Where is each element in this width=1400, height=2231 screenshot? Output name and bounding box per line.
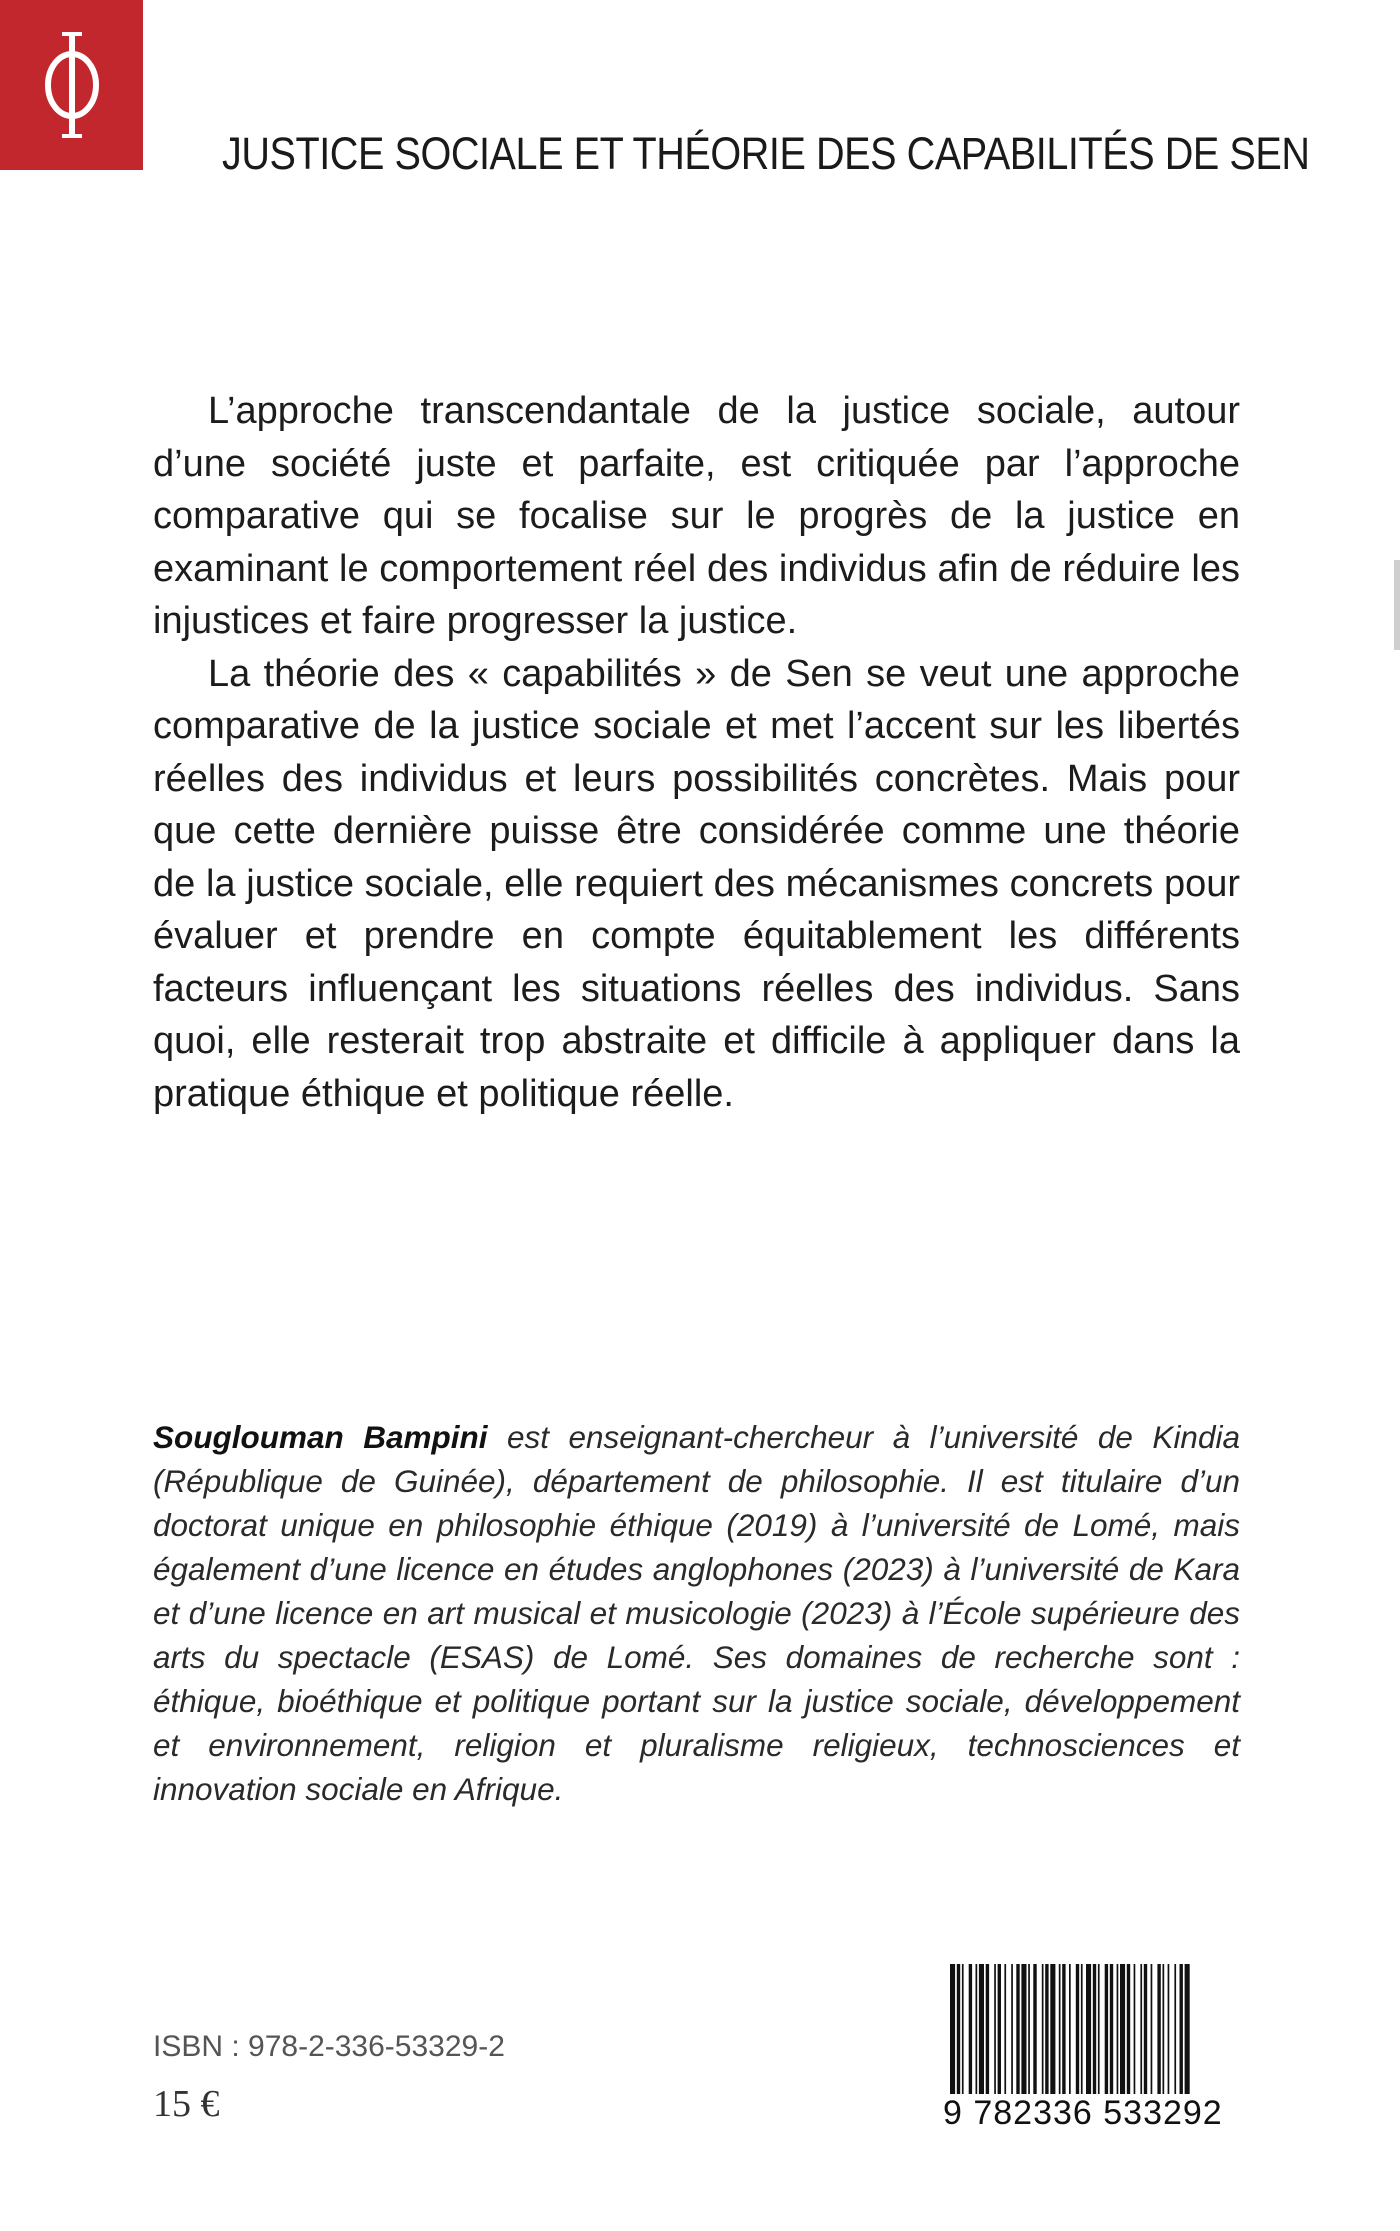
isbn: ISBN : 978-2-336-53329-2 bbox=[153, 2030, 505, 2063]
barcode-bar bbox=[1093, 1964, 1096, 2094]
barcode-bar bbox=[1050, 1964, 1055, 2094]
summary-paragraph: L’approche transcendantale de la justice sociale, autour d’une société juste et parfaite, est critiquée par l’approche comparative qui se focalise sur le progrès de la justice en examinant le comportement réel des individus afin de réduire les injustices et faire progresser la justice. bbox=[153, 390, 1240, 642]
barcode-bar bbox=[1134, 1964, 1136, 2094]
barcode-bar bbox=[950, 1964, 955, 2094]
author-bio-paragraph bbox=[153, 1415, 1240, 1811]
barcode-bar bbox=[1168, 1964, 1170, 2094]
barcode-bar bbox=[1163, 1964, 1165, 2094]
barcode-bar bbox=[1045, 1964, 1048, 2094]
barcode-bar bbox=[998, 1964, 1001, 2094]
barcode-bar bbox=[1098, 1964, 1100, 2094]
barcode-bar bbox=[969, 1964, 972, 2094]
barcode-bar bbox=[1033, 1964, 1036, 2094]
barcode-bar bbox=[1127, 1964, 1130, 2094]
barcode-bar bbox=[1180, 1964, 1183, 2094]
summary-text bbox=[153, 385, 1240, 1120]
author-bio-text: est enseignant-chercheur à l’université de Kindia (République de Guinée), département de philosophie. Il est titulaire d’un doctorat unique en philosophie éthique (2019) à l’université de Lomé, mais également d’une licence en études anglophones (2023) à l’université de Kara et d’une licence en art musical et musicologie (2023) à l’École supérieure des arts du spectacle (ESAS) de Lomé. Ses domaines de recherche sont : éthique, bioéthique et politique portant sur la justice sociale, développement et environnement, religion et pluralisme religieux, technosciences et innovation sociale en Afrique. bbox=[153, 1419, 1240, 1807]
barcode-bar bbox=[1076, 1964, 1079, 2094]
summary-paragraph: La théorie des « capabilités » de Sen se veut une approche comparative de la justice sociale et met l’accent sur les libertés réelles des individus et leurs possibilités concrètes. Mais pour que cette dernière puisse être considérée comme une théorie de la justice sociale, elle requiert des mécanismes concrets pour évaluer et prendre en compte équitablement les différents facteurs influençant les situations réelles des individus. Sans quoi, elle resterait trop abstraite et difficile à appliquer dans la pratique éthique et politique réelle. bbox=[153, 652, 1240, 1115]
barcode-bar bbox=[1140, 1964, 1142, 2094]
phi-icon bbox=[32, 30, 112, 140]
author-name: Souglouman Bampini bbox=[153, 1419, 488, 1455]
barcode-bar bbox=[1185, 1964, 1190, 2094]
series-title: JUSTICE SOCIALE ET THÉORIE DES CAPABILITÉS DE SEN bbox=[222, 128, 1310, 179]
barcode-bar bbox=[1086, 1964, 1091, 2094]
price: 15 € bbox=[153, 2083, 220, 2125]
barcode-bar bbox=[957, 1964, 960, 2094]
author-bio bbox=[153, 1415, 1240, 1811]
barcode-bar bbox=[1011, 1964, 1013, 2094]
edge-mark bbox=[1394, 560, 1400, 650]
barcode-bar bbox=[1028, 1964, 1030, 2094]
barcode-bar bbox=[1110, 1964, 1113, 2094]
barcode-bar bbox=[994, 1964, 996, 2094]
barcode-bar bbox=[1174, 1964, 1176, 2094]
barcode-bar bbox=[1120, 1964, 1125, 2094]
barcode-bar bbox=[1157, 1964, 1160, 2094]
barcode-bar bbox=[1081, 1964, 1083, 2094]
barcode-bar bbox=[979, 1964, 984, 2094]
barcode-bar bbox=[1069, 1964, 1071, 2094]
barcode-bar bbox=[1144, 1964, 1147, 2094]
barcode-bar bbox=[1151, 1964, 1153, 2094]
barcode-bar bbox=[1105, 1964, 1108, 2094]
barcode-bar bbox=[1004, 1964, 1006, 2094]
barcode-bar bbox=[976, 1964, 978, 2094]
barcode-bar bbox=[986, 1964, 989, 2094]
barcode-bar bbox=[962, 1964, 964, 2094]
barcode-bar bbox=[1062, 1964, 1065, 2094]
publisher-logo bbox=[0, 0, 143, 170]
barcode-bar bbox=[1042, 1964, 1044, 2094]
barcode-bar bbox=[1059, 1964, 1061, 2094]
barcode-bars bbox=[948, 1964, 1232, 2094]
barcode bbox=[943, 1964, 1232, 2140]
barcode-bar bbox=[1021, 1964, 1026, 2094]
barcode-bar bbox=[1016, 1964, 1019, 2094]
barcode-digits: 9 782336 533292 bbox=[943, 2094, 1223, 2132]
barcode-bar bbox=[1117, 1964, 1119, 2094]
